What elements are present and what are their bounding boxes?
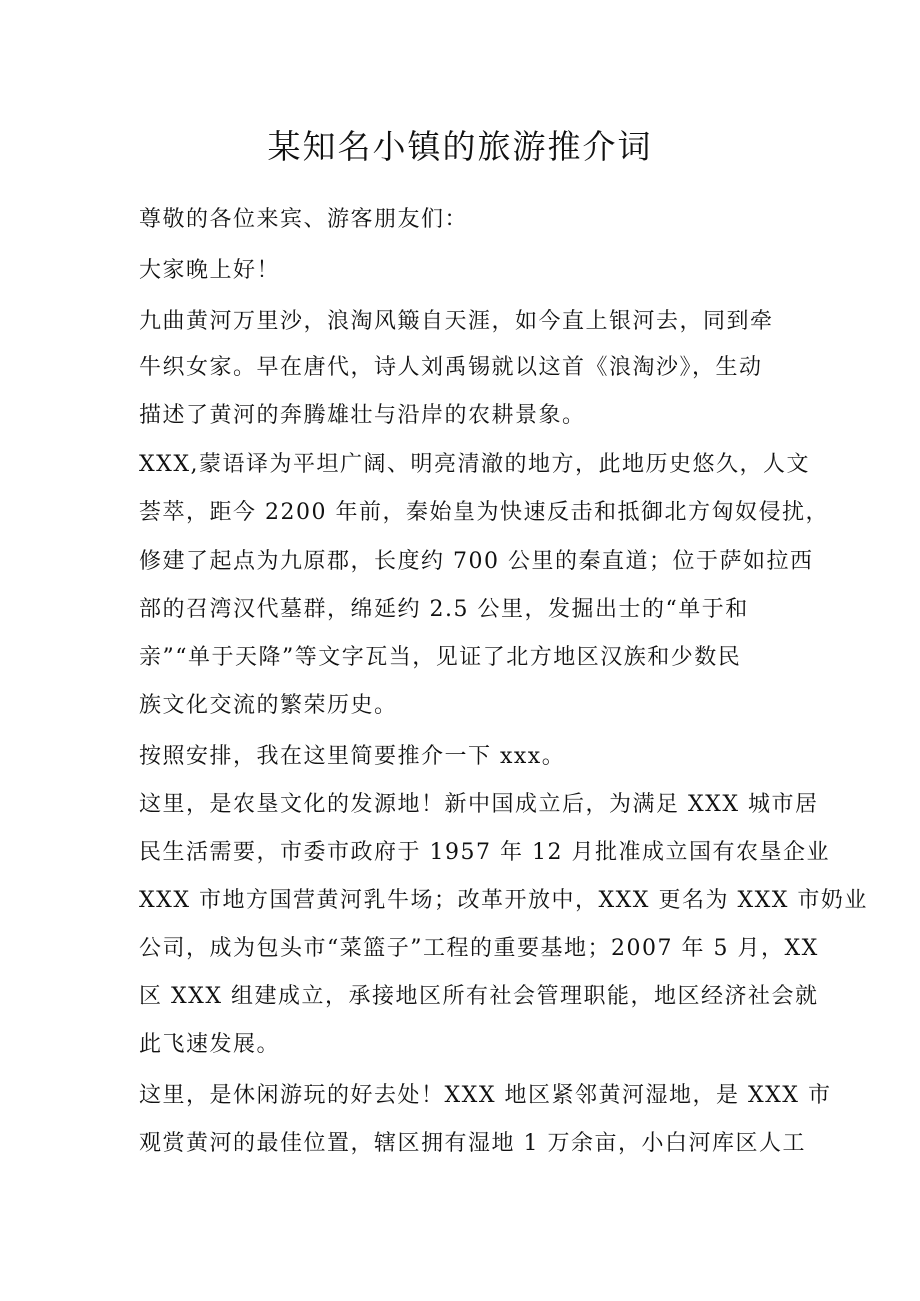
body-line: 部的召湾汉代墓群，绵延约 2.5 公里，发掘出士的“单于和 (139, 597, 749, 622)
body-line: 按照安排，我在这里简要推介一下 xxx。 (139, 744, 566, 769)
body-line: 荟萃，距今 2200 年前，秦始皇为快速反击和抵御北方匈奴侵扰， (139, 500, 829, 525)
greeting-line: 尊敬的各位来宾、游客朋友们： (139, 207, 469, 232)
body-line: 观赏黄河的最佳位置，辖区拥有湿地 1 万余亩，小白河库区人工 (139, 1131, 806, 1156)
body-line: XXX 市地方国营黄河乳牛场；改革开放中，XXX 更名为 XXX 市奶业 (139, 888, 868, 913)
document-title: 某知名小镇的旅游推介词 (267, 127, 653, 166)
body-line: XXX,蒙语译为平坦广阔、明亮清澈的地方，此地历史悠久，人文 (139, 452, 810, 477)
body-line: 这里，是休闲游玩的好去处！XXX 地区紧邻黄河湿地，是 XXX 市 (139, 1083, 832, 1108)
body-line: 修建了起点为九原郡，长度约 700 公里的秦直道；位于萨如拉西 (139, 549, 814, 574)
body-line: 民生活需要，市委市政府于 1957 年 12 月批准成立国有农垦企业 (139, 840, 830, 865)
body-line: 描述了黄河的奔腾雄壮与沿岸的农耕景象。 (139, 403, 586, 428)
body-line: 区 XXX 组建成立，承接地区所有社会管理职能，地区经济社会就 (139, 984, 819, 1009)
body-line: 族文化交流的繁荣历史。 (139, 693, 398, 718)
body-line: 九曲黄河万里沙，浪淘风簸自天涯，如今直上银河去，同到牵 (139, 309, 774, 334)
body-line: 这里，是农垦文化的发源地！新中国成立后，为满足 XXX 城市居 (139, 792, 819, 817)
greeting-line: 大家晚上好！ (139, 258, 281, 283)
body-line: 公司，成为包头市“菜篮子”工程的重要基地；2007 年 5 月，XX (139, 936, 819, 961)
body-line: 牛织女家。早在唐代，诗人刘禹锡就以这首《浪淘沙》，生动 (139, 355, 763, 380)
body-line: 此飞速发展。 (139, 1032, 281, 1057)
body-line: 亲”“单于天降”等文字瓦当，见证了北方地区汉族和少数民 (139, 645, 742, 670)
